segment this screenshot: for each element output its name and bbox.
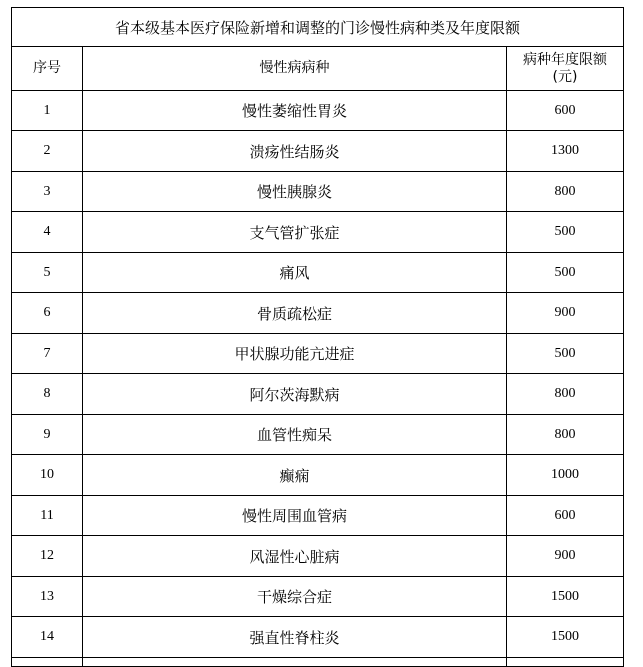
row-index: 4: [12, 212, 83, 252]
row-disease: 阿尔茨海默病: [83, 374, 507, 414]
header-index: 序号: [12, 47, 83, 91]
table-row: [12, 293, 624, 333]
table-row: [12, 212, 624, 252]
row-disease: 甲状腺功能亢进症: [83, 333, 507, 373]
chronic-disease-table: [11, 7, 624, 667]
row-disease: 强直性脊柱炎: [83, 617, 507, 657]
row-limit: 800: [507, 171, 624, 211]
row-limit: 500: [507, 333, 624, 373]
row-limit: 500: [507, 252, 624, 292]
row-limit: 600: [507, 90, 624, 130]
header-limit: [507, 47, 624, 91]
row-index: 7: [12, 333, 83, 373]
row-limit: 1000: [507, 455, 624, 495]
table-row: [12, 333, 624, 373]
table-row: [12, 495, 624, 535]
row-disease: 慢性胰腺炎: [83, 171, 507, 211]
row-index: 14: [12, 617, 83, 657]
row-disease-empty: [83, 657, 507, 666]
row-index: 6: [12, 293, 83, 333]
row-disease: 慢性萎缩性胃炎: [83, 90, 507, 130]
row-index: 11: [12, 495, 83, 535]
table-row: [12, 576, 624, 616]
table-row: [12, 374, 624, 414]
row-disease: 慢性周围血管病: [83, 495, 507, 535]
row-index: 8: [12, 374, 83, 414]
row-disease: 溃疡性结肠炎: [83, 131, 507, 171]
row-disease: 支气管扩张症: [83, 212, 507, 252]
table-title: 省本级基本医疗保险新增和调整的门诊慢性病种类及年度限额: [12, 8, 624, 47]
row-disease: 痛风: [83, 252, 507, 292]
row-disease: 干燥综合症: [83, 576, 507, 616]
row-index: 9: [12, 414, 83, 454]
header-row: [12, 47, 624, 91]
table-row: [12, 252, 624, 292]
header-limit-line2: (元): [552, 68, 578, 85]
row-index: 13: [12, 576, 83, 616]
header-limit-line1: 病种年度限额: [523, 51, 608, 68]
table-row: [12, 414, 624, 454]
table-row: [12, 171, 624, 211]
row-index: 12: [12, 536, 83, 576]
row-index: 3: [12, 171, 83, 211]
table-row: [12, 536, 624, 576]
row-limit: 800: [507, 374, 624, 414]
table-row: [12, 455, 624, 495]
row-limit: 600: [507, 495, 624, 535]
row-limit: 500: [507, 212, 624, 252]
header-disease: 慢性病病种: [83, 47, 507, 91]
row-index: 1: [12, 90, 83, 130]
table-row: [12, 617, 624, 657]
row-limit: 1300: [507, 131, 624, 171]
table-row: [12, 90, 624, 130]
row-disease: 癫痫: [83, 455, 507, 495]
row-disease: 血管性痴呆: [83, 414, 507, 454]
row-limit: 800: [507, 414, 624, 454]
row-limit: 1500: [507, 617, 624, 657]
table-row-partial: [12, 657, 624, 666]
row-index: 2: [12, 131, 83, 171]
row-index-empty: [12, 657, 83, 666]
row-disease: 骨质疏松症: [83, 293, 507, 333]
table-row: [12, 131, 624, 171]
row-limit: 1500: [507, 576, 624, 616]
row-disease: 风湿性心脏病: [83, 536, 507, 576]
row-index: 10: [12, 455, 83, 495]
row-limit: 900: [507, 293, 624, 333]
row-limit: 900: [507, 536, 624, 576]
row-index: 5: [12, 252, 83, 292]
row-limit-empty: [507, 657, 624, 666]
